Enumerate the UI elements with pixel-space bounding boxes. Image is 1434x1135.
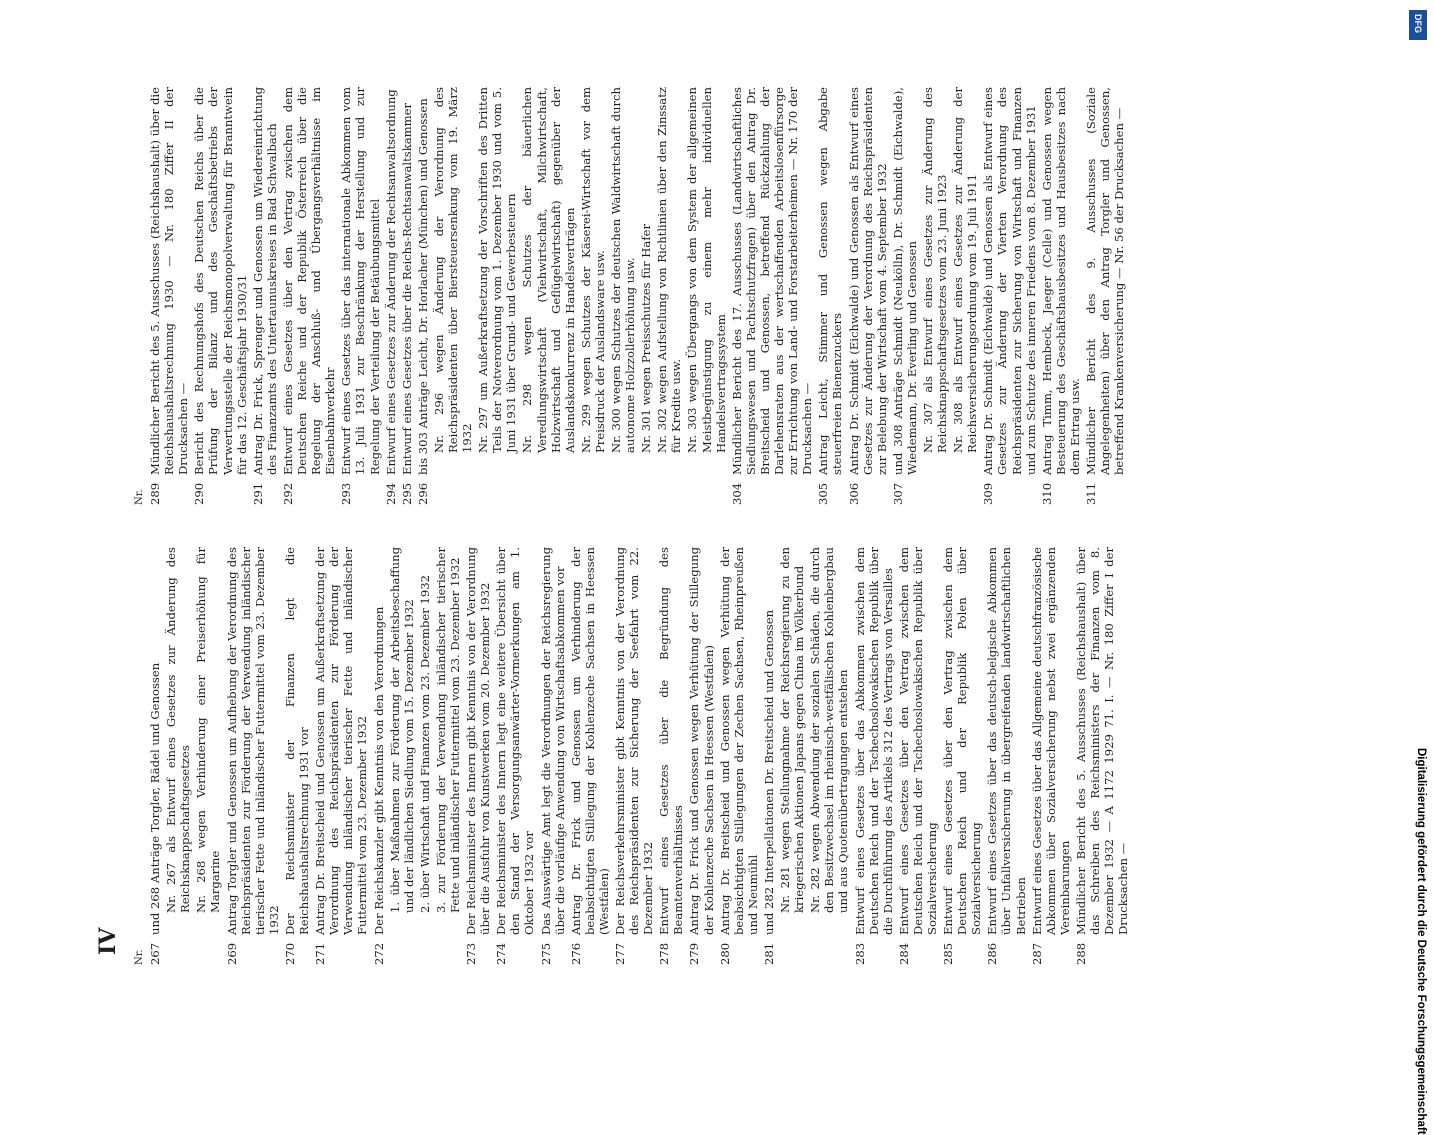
digitization-credit: Digitalisierung gefördert durch die Deutsche Forschungsgemeinschaft [1415, 748, 1427, 1135]
entry-text: Antrag Dr. Frick, Sprenger und Genossen um Wiedereinrichtung des Finanzamts des Untertaunuskreises in Bad Schwalbach [250, 87, 279, 475]
entry-text: Der Reichsminister des Innern legt eine weitere Übersicht über den Stand der Versorgungsanwärter-Vormerkungen am 1. Oktober 1932 vor [494, 547, 537, 935]
entry-number: 275 [538, 942, 553, 965]
entry-number: 296 [415, 482, 430, 505]
index-entry [897, 547, 939, 965]
entry-number: 289 [148, 482, 163, 505]
entry-text: Nr. 301 wegen Preisschutzes für Hafer [639, 223, 654, 453]
entry-number: 290 [192, 482, 207, 505]
index-entry [609, 87, 637, 483]
entry-number: 285 [941, 942, 956, 965]
index-entry [520, 87, 576, 483]
right-entries [148, 87, 1126, 505]
index-entry [251, 87, 279, 505]
index-entry [164, 547, 192, 943]
index-entry [730, 87, 815, 505]
entry-text: Entwurf eines Gesetzes über das Allgemeine deutschfranzösische Abkommen über Sozialversicherung nebst zwei ergänzenden Vereinbarungen [1029, 547, 1072, 935]
index-entry [432, 87, 474, 483]
index-entry [613, 547, 655, 965]
entry-text: Antrag Timm, Hembeck, Jaeger (Celle) und Genossen wegen Besteuerung des Geschäftshausbesitzes und Hausbesitzes nach dem Ertrag usw. [1039, 87, 1082, 475]
entry-number: 272 [371, 942, 386, 965]
entry-number: 273 [464, 942, 479, 965]
index-entry [921, 87, 949, 483]
entry-text: und 282 Interpellationen Dr. Breitscheid und Genossen [761, 609, 776, 935]
entry-text: Entwurf eines Gesetzes über das internationale Abkommen vom 13. Juli 1931 zur Beschränkung der Herstellung und zur Regelung der Verteilung der Betäubungsmittel [339, 87, 382, 475]
entry-text: Nr. 297 um Außerkraftsetzung der Vorschriften des Dritten Teils der Notverordnung vom 1. Dezember 1930 und vom 5. Juni 1931 über Grund- und Gewerbesteuern [476, 87, 519, 453]
entry-text: 3. zur Förderung der Verwendung inländischer tierischer Fette und inländischer Futtermittel vom 23. Dezember 1932 [433, 547, 462, 913]
left-entries [148, 547, 1130, 965]
entry-text: Der Reichsminister des Innern gibt Kenntnis von der Verordnung über die Ausfuhr von Kunstwerken vom 20. Dezember 1932 [464, 547, 493, 935]
entry-number: 267 [148, 942, 163, 965]
entry-number: 293 [339, 482, 354, 505]
index-entry [891, 87, 919, 505]
entry-number: 276 [568, 942, 583, 965]
rotated-document [95, 55, 1405, 965]
index-entry [687, 547, 715, 965]
entry-number: 295 [399, 482, 414, 505]
entry-text: 2. über Wirtschaft und Finanzen vom 23. Dezember 1932 [417, 574, 432, 913]
index-entry [1074, 547, 1130, 965]
entry-number: 269 [224, 942, 239, 965]
entry-number: 288 [1073, 942, 1088, 965]
entry-number: 310 [1039, 482, 1054, 505]
entry-text: Antrag Dr. Schmidt (Eichwalde) und Genossen als Entwurf eines Gesetzes zur Änderung der Vierten Verordnung des Reichspräsidenten zur Sicherung von Wirtschaft und Finanzen und zum Schutze des inneren Friedens vom 8. Dezember 1931 [981, 87, 1038, 475]
entry-number: 286 [985, 942, 1000, 965]
entry-number: 283 [852, 942, 867, 965]
index-entry [313, 547, 369, 965]
index-entry [639, 87, 653, 483]
index-entry [981, 87, 1037, 505]
index-entry [434, 547, 462, 943]
index-entry [853, 547, 895, 965]
entry-text: und 268 Anträge Torgler, Rädel und Genossen [148, 662, 163, 935]
entry-text: Entwurf eines Gesetzes über die Begründung des Beamtenverhältnisses [657, 547, 686, 935]
entry-text: Mündlicher Bericht des 9. Ausschusses (Soziale Angelegenheiten) über den Antrag Torgler und Genossen, betreffend Krankenversicherung — Nr. 56 der Drucksachen — [1084, 87, 1127, 475]
entry-text: Bericht des Rechnungshofs des Deutschen Reichs über die Prüfung der Bilanz und des Geschäftsbetriebs der Verwertungsstelle der Reichsmonopolverwaltung für Branntwein für das 12. Geschäftsjahr 1930/31 [192, 87, 249, 475]
index-entry [225, 547, 281, 965]
index-entry [148, 547, 162, 965]
entry-text: Entwurf eines Gesetzes zur Änderung der Rechtsanwaltsordnung [383, 89, 398, 475]
nr-label: Nr. [134, 949, 145, 965]
entry-number: 278 [657, 942, 672, 965]
entry-number: 292 [280, 482, 295, 505]
entry-text: Nr. 267 als Entwurf eines Gesetzes zur Änderung des Reichsknappschaftsgesetzes [164, 547, 193, 913]
entry-text: Antrag Dr. Frick und Genossen wegen Verhütung der Stillegung der Kohlenzeche Sachsen in Heessen (Westfalen) [687, 547, 716, 935]
entry-text: bis 303 Anträge Leicht, Dr. Horlacher (München) und Genossen [415, 98, 430, 475]
entry-number: 305 [816, 482, 831, 505]
entry-number: 304 [729, 482, 744, 505]
entry-text: Mündlicher Bericht des 5. Ausschusses (Reichshaushalt) über die Reichshaushaltsrechnung 1930 — Nr. 180 Ziffer II der Drucksachen — [148, 87, 191, 475]
dfg-logo [1409, 10, 1427, 40]
entry-text: Entwurf eines Gesetzes über den Vertrag zwischen dem Deutschen Reich und der Tschechoslowakischen Republik über Sozialversicherung [896, 547, 939, 935]
entry-number: 274 [494, 942, 509, 965]
index-entry [985, 547, 1027, 965]
index-entry [476, 87, 518, 483]
entry-number: 311 [1084, 482, 1098, 505]
entry-text: Der Reichskanzler gibt Kenntnis von den Verordnungen [371, 606, 386, 935]
entry-text: Entwurf eines Gesetzes über das Abkommen zwischen dem Deutschen Reich und der Tschechoslowakischen Republik über die Durchführung des Artikels 312 des Vertrags von Versailles [852, 547, 895, 935]
entry-number: 307 [890, 482, 905, 505]
index-entry [494, 547, 536, 965]
entry-number: 279 [687, 942, 702, 965]
entry-text: Nr. 308 als Entwurf eines Gesetzes zur Änderung der Reichsversicherungsordnung vom 19. Juli 1911 [951, 87, 980, 453]
entry-text: Nr. 299 wegen Schutzes der Käserei-Wirtschaft vor dem Preisdruck der Auslandsware usw. [578, 87, 607, 453]
index-entry [941, 547, 983, 965]
index-entry [339, 87, 381, 505]
entry-number: 309 [981, 482, 996, 505]
index-entry [1040, 87, 1082, 505]
entry-number: 294 [383, 482, 398, 505]
index-entry [778, 547, 806, 943]
entry-text: Nr. 282 wegen Abwendung der sozialen Schäden, die durch den Besitzwechsel im rheinisch-westfälischen Kohlenbergbau und aus Quotenübertragungen entstehen [808, 547, 851, 913]
entry-number: 291 [250, 482, 265, 505]
entry-text: Antrag Dr. Breitscheid und Genossen wegen Verhütung der beabsichtigten Stillegungen der Zechen Sachsen, Rheinpreußen und Neumühl [717, 547, 760, 935]
index-entry [657, 547, 685, 965]
index-entry [418, 547, 432, 943]
entry-text: Nr. 307 als Entwurf eines Gesetzes zur Änderung des Reichsknappschaftsgesetzes vom 23. Juni 1923 [920, 87, 950, 453]
page-number: IV [95, 927, 121, 955]
entry-text: Antrag Dr. Breitscheid und Genossen um Außerkraftsetzung der Verordnung des Reichspräsidenten zur Förderung der Verwendung inländischer tierischer Fette und inländischer Futtermittel vom 23. Dezember 1932 [313, 547, 370, 935]
entry-text: Nr. 300 wegen Schutzes der deutschen Waldwirtschaft durch autonome Holzzollerhöhung usw. [609, 87, 638, 453]
index-entry [816, 87, 844, 505]
entry-text: Antrag Dr. Schmidt (Eichwalde) und Genossen als Entwurf eines Gesetzes zur Änderung der Verordnung des Reichspräsidenten zur Belebung der Wirtschaft vom 4. September 1932 [846, 87, 889, 475]
entry-number: 271 [313, 942, 328, 965]
index-entry [388, 547, 416, 943]
entry-number: 277 [613, 942, 627, 965]
index-entry [1030, 547, 1072, 965]
entry-text: Entwurf eines Gesetzes über den Vertrag zwischen dem Deutschen Reich und der Republik Polen über Sozialversicherung [941, 547, 984, 935]
dfg-sidebar [1407, 8, 1429, 1135]
index-entry [1084, 87, 1126, 505]
left-column [133, 547, 1132, 965]
index-entry [579, 87, 607, 483]
entry-number: 284 [896, 942, 911, 965]
entry-number: 306 [846, 482, 861, 505]
entry-text: Nr. 303 wegen Übergangs von dem System der allgemeinen Meistbegünstigung zu einem mehr individuellen Handelsvertragssystem [685, 87, 728, 453]
index-entry [464, 547, 492, 965]
entry-text: Antrag Leicht, Stimmer und Genossen wegen Abgabe steuerfreien Bienenzuckers [816, 87, 845, 475]
index-entry [808, 547, 850, 943]
index-entry [539, 547, 567, 965]
entry-number: 281 [761, 942, 776, 965]
index-entry [281, 87, 337, 505]
index-entry [762, 547, 776, 965]
entry-text: Nr. 298 wegen Schutzes der bäuerlichen Veredlungswirtschaft (Viehwirtschaft, Milchwirtschaft, Holzwirtschaft und Geflügelwirtschaft) gegenüber der Auslandskonkurrenz in Handelsverträgen [520, 87, 577, 453]
index-entry [283, 547, 311, 965]
entry-text: Antrag Torgler und Genossen um Aufhebung der Verordnung des Reichspräsidenten zur Förderung der Verwendung inländischer tierischer Fette und inländischer Futtermittel vom 23. Dezember 1932 [224, 547, 281, 935]
entry-text: Entwurf eines Gesetzes über den Vertrag zwischen dem Deutschen Reiche und der Republik Österreich über die Regelung der Anschluß- und Übergangsverhältnisse im Eisenbahnverkehr [280, 87, 338, 475]
entry-text: Nr. 268 wegen Verhinderung einer Preiserhöhung für Margarine [194, 547, 223, 913]
nr-label: Nr. [134, 489, 145, 505]
index-entry [655, 87, 683, 483]
index-entry [951, 87, 979, 483]
entry-text: Entwurf eines Gesetzes über das deutsch-belgische Abkommen über Unfallversicherung in übergreifenden landwirtschaftlichen Betrieben [985, 547, 1028, 935]
entry-text: Das Auswärtige Amt legt die Verordnungen der Reichsregierung über die vorläufige Anwendung von Wirtschaftsabkommen vor [538, 547, 567, 935]
index-entry [192, 87, 248, 505]
entry-text: Antrag Dr. Frick und Genossen um Verhinderung der beabsichtigten Stillegung der Kohlenzeche Sachsen in Heessen (Westfalen) [568, 547, 611, 935]
entry-text: und 308 Anträge Schmidt (Neukölln), Dr. Schmidt (Eichwalde), Wiedemann, Dr. Everling und Genossen [890, 87, 919, 475]
index-entry [372, 547, 386, 965]
index-entry [148, 87, 190, 505]
entry-text: Nr. 302 wegen Aufstellung von Richtlinien über den Zinssatz für Kredite usw. [655, 87, 684, 453]
index-entry [400, 87, 414, 505]
entry-number: 287 [1029, 942, 1044, 965]
dfg-logo-text: DFG [1413, 14, 1423, 33]
index-entry [718, 547, 760, 965]
index-entry [384, 87, 398, 505]
entry-text: Der Reichsverkehrsminister gibt Kenntnis von der Verordnung des Reichspräsidenten zur Sicherung der Seefahrt vom 22. Dezember 1932 [613, 547, 656, 935]
entry-text: Nr. 296 wegen Änderung der Verordnung des Reichspräsidenten über Biersteuersenkung vom 19. März 1932 [431, 87, 475, 453]
index-entry [194, 547, 222, 943]
right-column [133, 87, 1128, 505]
entry-text: Mündlicher Bericht des 5. Ausschusses (Reichshaushalt) über das Schreiben des Reichsministers der Finanzen vom 8. Dezember 1932 — A 1172 1929 71. I. — Nr. 180 Ziffer I der Drucksachen — [1073, 547, 1131, 935]
entry-number: 280 [717, 942, 732, 965]
entry-number: 270 [282, 942, 297, 965]
entry-text: Mündlicher Bericht des 17. Ausschusses (Landwirtschaftliches Siedlungswesen und Pachtschutzfragen) über den Antrag Dr. Breitscheid und Genossen, betreffend Rückzahlung der Darlehensraten aus der wertschaffenden Arbeitslosenfürsorge zur Errichtung von Land- und Forstarbeiterheimen — Nr. 170 der Drucksachen — [729, 87, 815, 475]
entry-text: Nr. 281 wegen Stellungnahme der Reichsregierung zu den kriegerischen Aktionen Japans gegen China im Völkerbund [778, 547, 807, 913]
entry-text: Der Reichsminister der Finanzen legt die Reichshaushaltsrechnung 1931 vor [282, 547, 312, 935]
entry-text: Entwurf eines Gesetzes über die Reichs-Rechtsanwaltskammer [399, 102, 414, 475]
index-entry [416, 87, 430, 505]
index-entry [685, 87, 727, 483]
entry-text: 1. über Maßnahmen zur Förderung der Arbeitsbeschaffung und der ländlichen Siedlung vom 15. Dezember 1932 [387, 547, 416, 913]
index-entry [847, 87, 889, 505]
index-entry [569, 547, 611, 965]
